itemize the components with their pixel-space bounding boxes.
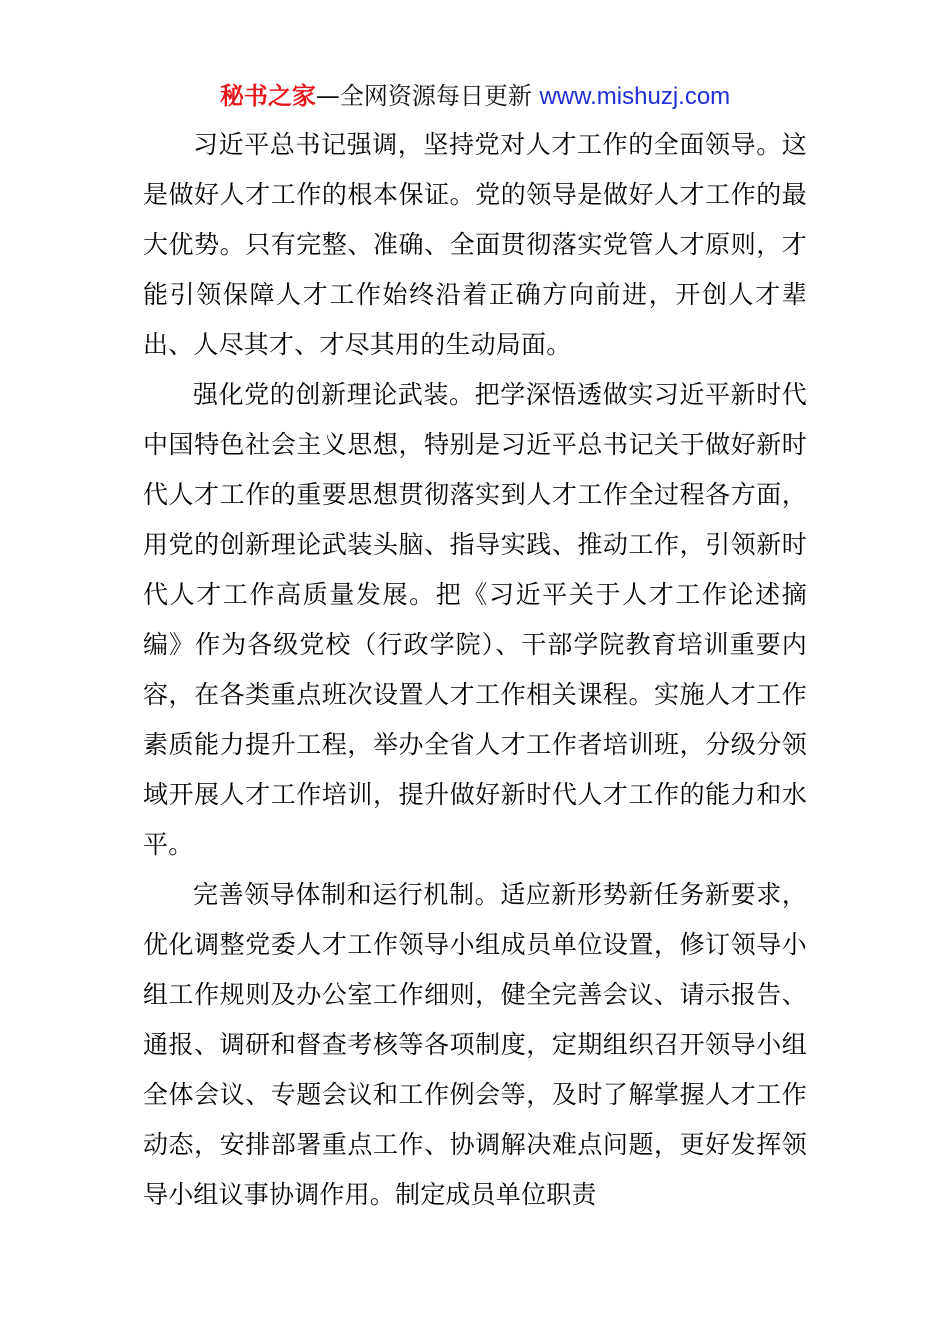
paragraph-1: 习近平总书记强调，坚持党对人才工作的全面领导。这是做好人才工作的根本保证。党的领导是做好人才工作的最大优势。只有完整、准确、全面贯彻落实党管人才原则，才能引领保障人才工作始终沿着正确方向前进，开创人才辈出、人尽其才、才尽其用的生动局面。 <box>143 130 807 359</box>
paragraph-3: 完善领导体制和运行机制。适应新形势新任务新要求，优化调整党委人才工作领导小组成员单位设置，修订领导小组工作规则及办公室工作细则，健全完善会议、请示报告、通报、调研和督查考核等各项制度，定期组织召开领导小组全体会议、专题会议和工作例会等，及时了解掌握人才工作动态，安排部署重点工作、协调解决难点问题，更好发挥领导小组议事协调作用。制定成员单位职责 <box>143 880 807 1209</box>
site-url[interactable]: www.mishuzj.com <box>539 83 731 110</box>
document-body <box>143 120 807 1220</box>
site-tagline: —全网资源每日更新 <box>315 82 540 110</box>
paragraph-2: 强化党的创新理论武装。把学深悟透做实习近平新时代中国特色社会主义思想，特别是习近平总书记关于做好新时代人才工作的重要思想贯彻落实到人才工作全过程各方面，用党的创新理论武装头脑、指导实践、推动工作，引领新时代人才工作高质量发展。把《习近平关于人才工作论述摘编》作为各级党校（行政学院）、干部学院教育培训重要内容，在各类重点班次设置人才工作相关课程。实施人才工作素质能力提升工程，举办全省人才工作者培训班，分级分领域开展人才工作培训，提升做好新时代人才工作的能力和水平。 <box>143 380 807 859</box>
site-brand: 秘书之家 <box>219 82 316 110</box>
site-header <box>0 80 950 113</box>
